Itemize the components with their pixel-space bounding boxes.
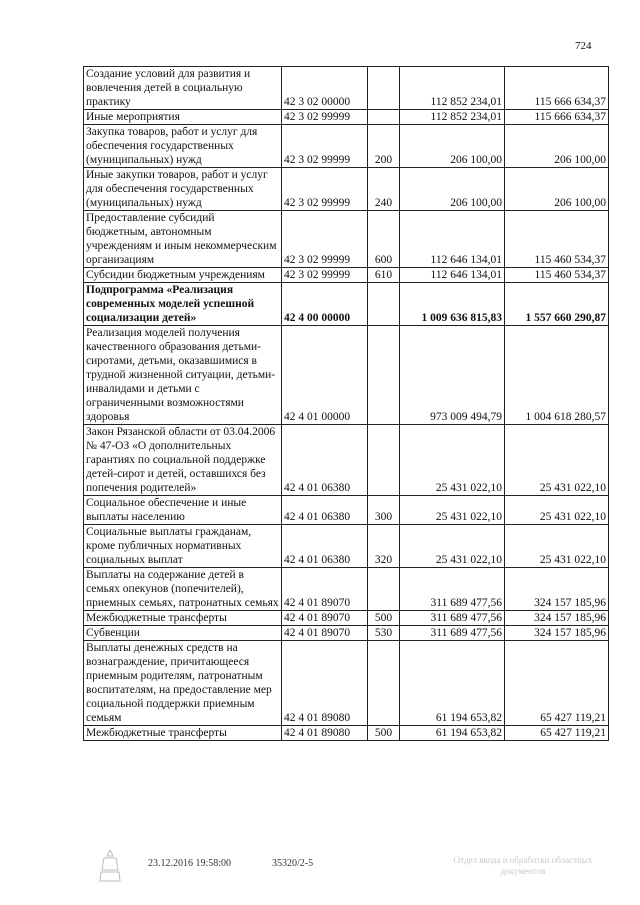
row-code-cell: 42 3 02 99999 <box>282 125 368 168</box>
row-expense-type-cell <box>368 110 400 125</box>
row-code-cell: 42 4 01 89080 <box>282 726 368 741</box>
table-row <box>84 496 609 525</box>
table-body <box>84 67 609 741</box>
page-number: 724 <box>575 40 592 52</box>
table-row <box>84 425 609 496</box>
row-amount-2018-cell: 115 666 634,37 <box>505 67 609 110</box>
row-amount-2018-cell: 25 431 022,10 <box>505 525 609 568</box>
row-name-cell: Социальное обеспечение и иные выплаты населению <box>84 496 282 525</box>
row-code-cell: 42 4 00 00000 <box>282 283 368 326</box>
row-code-cell: 42 4 01 89070 <box>282 568 368 611</box>
row-name-cell: Социальные выплаты гражданам, кроме публичных нормативных социальных выплат <box>84 525 282 568</box>
row-amount-2017-cell: 1 009 636 815,83 <box>400 283 505 326</box>
row-amount-2018-cell: 324 157 185,96 <box>505 626 609 641</box>
row-amount-2017-cell: 311 689 477,56 <box>400 568 505 611</box>
row-name-cell: Реализация моделей получения качественного образования детьми-сиротами, детьми, оказавшимися в трудной жизненной ситуации, детьми-инвалидами и детьми с ограниченными возможностями здоровья <box>84 326 282 425</box>
row-name-cell: Иные мероприятия <box>84 110 282 125</box>
row-amount-2018-cell: 324 157 185,96 <box>505 611 609 626</box>
row-amount-2017-cell: 112 852 234,01 <box>400 67 505 110</box>
table-row <box>84 268 609 283</box>
row-amount-2017-cell: 311 689 477,56 <box>400 611 505 626</box>
row-code-cell: 42 4 01 06380 <box>282 525 368 568</box>
row-amount-2018-cell: 1 004 618 280,57 <box>505 326 609 425</box>
footer-doc-number: 35320/2-5 <box>272 858 314 869</box>
row-amount-2017-cell: 311 689 477,56 <box>400 626 505 641</box>
table-row <box>84 626 609 641</box>
row-name-cell: Предоставление субсидий бюджетным, автономным учреждениям и иным некоммерческим организациям <box>84 211 282 268</box>
row-code-cell: 42 3 02 99999 <box>282 268 368 283</box>
row-amount-2017-cell: 61 194 653,82 <box>400 726 505 741</box>
row-expense-type-cell: 200 <box>368 125 400 168</box>
row-code-cell: 42 4 01 89070 <box>282 626 368 641</box>
row-expense-type-cell <box>368 425 400 496</box>
row-code-cell: 42 3 02 99999 <box>282 168 368 211</box>
row-amount-2017-cell: 25 431 022,10 <box>400 525 505 568</box>
row-name-cell: Подпрограмма «Реализация современных моделей успешной социализации детей» <box>84 283 282 326</box>
row-expense-type-cell <box>368 283 400 326</box>
row-code-cell: 42 3 02 99999 <box>282 110 368 125</box>
table-row <box>84 110 609 125</box>
budget-table <box>83 66 609 741</box>
row-expense-type-cell <box>368 568 400 611</box>
table-row <box>84 568 609 611</box>
row-expense-type-cell <box>368 641 400 726</box>
row-amount-2018-cell: 324 157 185,96 <box>505 568 609 611</box>
row-name-cell: Субвенции <box>84 626 282 641</box>
row-amount-2017-cell: 25 431 022,10 <box>400 425 505 496</box>
table-row <box>84 168 609 211</box>
row-name-cell: Межбюджетные трансферты <box>84 611 282 626</box>
row-name-cell: Закупка товаров, работ и услуг для обеспечения государственных (муниципальных) нужд <box>84 125 282 168</box>
row-expense-type-cell: 300 <box>368 496 400 525</box>
seal-icon <box>98 848 122 884</box>
table-row <box>84 283 609 326</box>
row-name-cell: Выплаты денежных средств на вознаграждение, причитающееся приемным родителям, патронатным воспитателям, на предоставление мер социальной поддержки приемным семьям <box>84 641 282 726</box>
row-amount-2017-cell: 61 194 653,82 <box>400 641 505 726</box>
row-name-cell: Иные закупки товаров, работ и услуг для обеспечения государственных (муниципальных) нужд <box>84 168 282 211</box>
row-amount-2018-cell: 1 557 660 290,87 <box>505 283 609 326</box>
footer-date: 23.12.2016 19:58:00 <box>148 858 232 869</box>
footer-stamp: Отдел ввода и обработки областных документов <box>453 855 593 876</box>
row-amount-2018-cell: 25 431 022,10 <box>505 496 609 525</box>
row-code-cell: 42 4 01 89080 <box>282 641 368 726</box>
row-expense-type-cell: 500 <box>368 726 400 741</box>
row-amount-2017-cell: 25 431 022,10 <box>400 496 505 525</box>
row-name-cell: Создание условий для развития и вовлечения детей в социальную практику <box>84 67 282 110</box>
row-amount-2017-cell: 112 852 234,01 <box>400 110 505 125</box>
row-expense-type-cell: 500 <box>368 611 400 626</box>
row-name-cell: Межбюджетные трансферты <box>84 726 282 741</box>
row-amount-2017-cell: 206 100,00 <box>400 168 505 211</box>
row-expense-type-cell: 610 <box>368 268 400 283</box>
row-amount-2017-cell: 112 646 134,01 <box>400 268 505 283</box>
table-row <box>84 125 609 168</box>
row-amount-2017-cell: 112 646 134,01 <box>400 211 505 268</box>
row-name-cell: Субсидии бюджетным учреждениям <box>84 268 282 283</box>
table-row <box>84 67 609 110</box>
row-code-cell: 42 4 01 06380 <box>282 496 368 525</box>
row-amount-2018-cell: 65 427 119,21 <box>505 641 609 726</box>
row-amount-2017-cell: 973 009 494,79 <box>400 326 505 425</box>
row-expense-type-cell <box>368 67 400 110</box>
row-amount-2017-cell: 206 100,00 <box>400 125 505 168</box>
row-code-cell: 42 4 01 89070 <box>282 611 368 626</box>
row-amount-2018-cell: 115 666 634,37 <box>505 110 609 125</box>
row-name-cell: Закон Рязанской области от 03.04.2006 № 47-ОЗ «О дополнительных гарантиях по социальной поддержке детей-сирот и детей, оставшихся без попечения родителей» <box>84 425 282 496</box>
row-expense-type-cell: 530 <box>368 626 400 641</box>
row-name-cell: Выплаты на содержание детей в семьях опекунов (попечителей), приемных семьях, патронатных семьях <box>84 568 282 611</box>
row-amount-2018-cell: 206 100,00 <box>505 125 609 168</box>
table-row <box>84 726 609 741</box>
row-expense-type-cell <box>368 326 400 425</box>
table-row <box>84 326 609 425</box>
row-expense-type-cell: 600 <box>368 211 400 268</box>
row-code-cell: 42 3 02 99999 <box>282 211 368 268</box>
row-amount-2018-cell: 25 431 022,10 <box>505 425 609 496</box>
row-code-cell: 42 3 02 00000 <box>282 67 368 110</box>
row-amount-2018-cell: 65 427 119,21 <box>505 726 609 741</box>
row-amount-2018-cell: 206 100,00 <box>505 168 609 211</box>
table-row <box>84 641 609 726</box>
row-code-cell: 42 4 01 06380 <box>282 425 368 496</box>
row-expense-type-cell: 320 <box>368 525 400 568</box>
row-amount-2018-cell: 115 460 534,37 <box>505 268 609 283</box>
table-row <box>84 211 609 268</box>
table-row <box>84 525 609 568</box>
row-expense-type-cell: 240 <box>368 168 400 211</box>
row-amount-2018-cell: 115 460 534,37 <box>505 211 609 268</box>
table-row <box>84 611 609 626</box>
row-code-cell: 42 4 01 00000 <box>282 326 368 425</box>
